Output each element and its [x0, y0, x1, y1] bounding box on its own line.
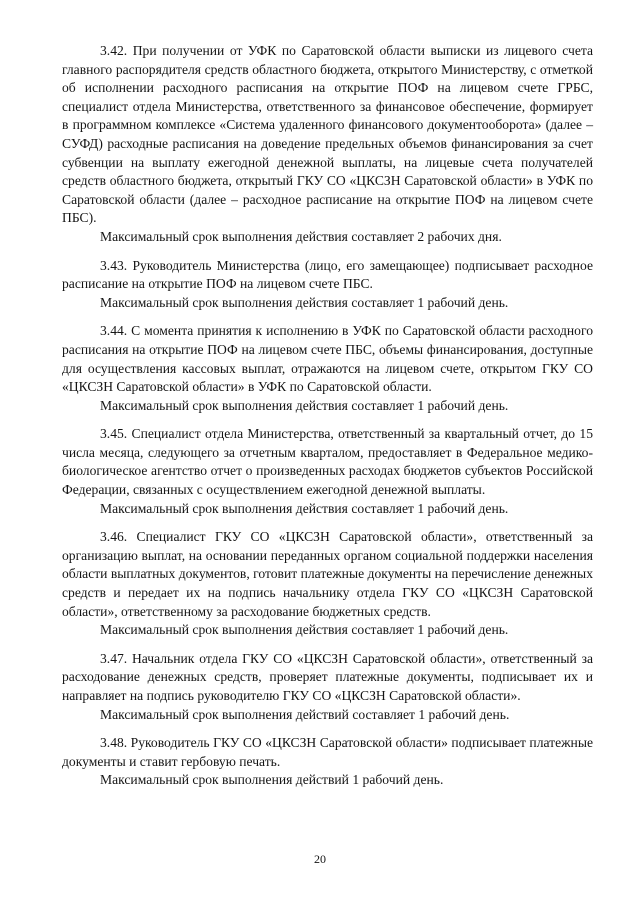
paragraph-text: 3.44. С момента принятия к исполнению в УФК по Саратовской области расходного расписания на открытие ПОФ на лицевом счете ПБС, объемы финансирования, доступные для осуществления кассовых выплат, отражаются на лицевом счете, открытом ГКУ СО «ЦКСЗН Саратовской области» в УФК по Саратовской области. [62, 323, 593, 395]
paragraph-text: 3.43. Руководитель Министерства (лицо, его замещающее) подписывает расходное расписание на открытие ПОФ на лицевом счете ПБС. [62, 257, 593, 292]
section-3-42 [62, 42, 593, 247]
paragraph-term: Максимальный срок выполнения действий составляет 1 рабочий день. [100, 706, 510, 722]
paragraph-term: Максимальный срок выполнения действия составляет 1 рабочий день. [100, 294, 509, 310]
section-3-45 [62, 425, 593, 518]
section-3-48 [62, 734, 593, 790]
page-number: 20 [314, 852, 326, 866]
paragraph-text: 3.42. При получении от УФК по Саратовской области выписки из лицевого счета главного распорядителя средств областного бюджета, открытого Министерству, с отметкой об исполнении расходного расписания на открытие ПОФ на лицевом счете ГРБС, специалист отдела Министерства, ответственного за финансовое обеспечение, формирует в программном комплексе «Система удаленного финансового документооборота» (далее – СУФД) расходные расписания на доведение предельных объемов финансирования за счет субвенции на выплату ежегодной денежной выплаты, на лицевые счета получателей средств областного бюджета, открытый ГКУ СО «ЦКСЗН Саратовской области» в УФК по Саратовской области (далее – расходное расписание на открытие ПОФ на лицевом счете ПБС). [62, 43, 593, 226]
paragraph-term: Максимальный срок выполнения действий 1 рабочий день. [100, 772, 444, 788]
paragraph-text: 3.48. Руководитель ГКУ СО «ЦКСЗН Саратовской области» подписывает платежные документы и ставит гербовую печать. [62, 735, 593, 769]
paragraph-text: 3.46. Специалист ГКУ СО «ЦКСЗН Саратовской области», ответственный за организацию выплат, на основании переданных органом социальной поддержки населения области выплатных документов, готовит платежные документы на перечисление денежных средств и передает их на подпись начальнику отдела ГКУ СО «ЦКСЗН Саратовской области», ответственному за расходование бюджетных средств. [62, 529, 593, 619]
section-3-43 [62, 257, 593, 313]
section-3-46 [62, 528, 593, 640]
paragraph-term: Максимальный срок выполнения действия составляет 1 рабочий день. [100, 397, 509, 413]
paragraph-term: Максимальный срок выполнения действия составляет 2 рабочих дня. [100, 228, 502, 244]
paragraph-text: 3.45. Специалист отдела Министерства, ответственный за квартальный отчет, до 15 числа месяца, следующего за отчетным кварталом, предоставляет в Федеральное медико-биологическое агентство отчет о произведенных расходах бюджетов субъектов Российской Федерации, связанных с осуществлением ежегодной денежной выплаты. [62, 426, 593, 498]
section-3-44 [62, 322, 593, 415]
paragraph-term: Максимальный срок выполнения действия составляет 1 рабочий день. [100, 622, 509, 638]
section-3-47 [62, 650, 593, 724]
paragraph-term: Максимальный срок выполнения действия составляет 1 рабочий день. [100, 500, 509, 516]
paragraph-text: 3.47. Начальник отдела ГКУ СО «ЦКСЗН Саратовской области», ответственный за расходование денежных средств, проверяет платежные документы, подписывает их и направляет на подпись руководителю ГКУ СО «ЦКСЗН Саратовской области». [62, 650, 593, 703]
